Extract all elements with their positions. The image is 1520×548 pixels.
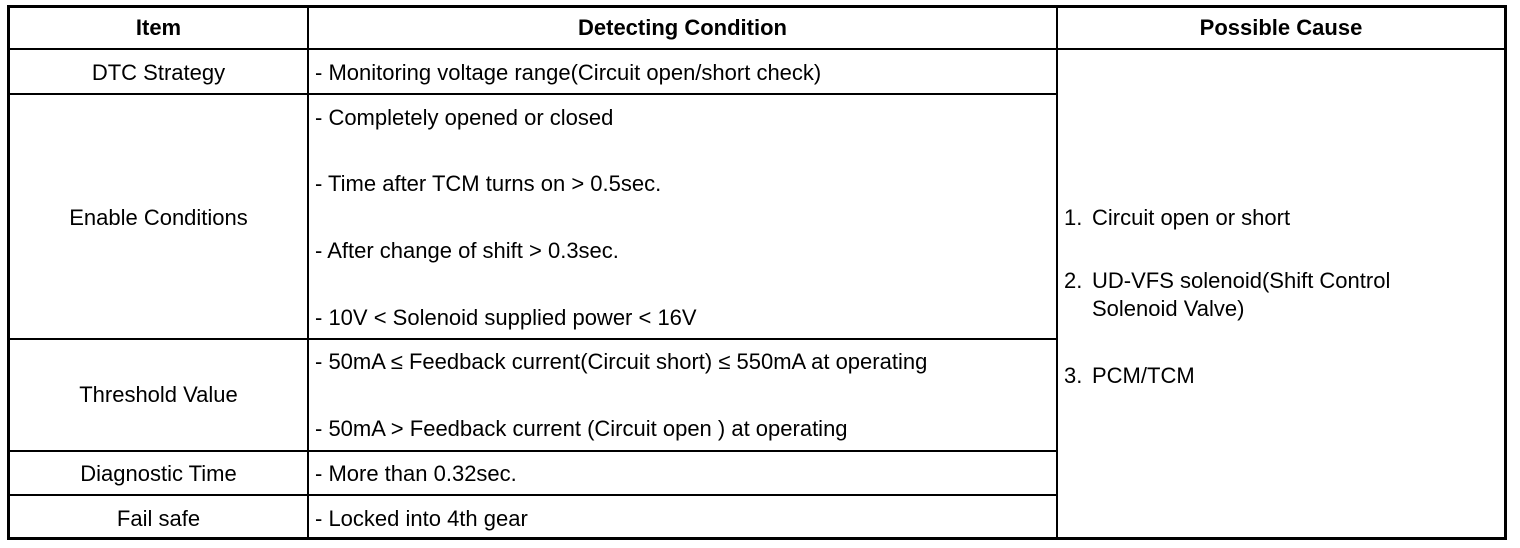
cause-item [1058, 362, 1504, 390]
row-divider [10, 93, 1058, 95]
diagnostic-table [7, 5, 1507, 540]
cause-item [1058, 267, 1504, 323]
condition-text: - 50mA ≤ Feedback current(Circuit short) ≤ 550mA at operating [315, 349, 928, 374]
cause-number: 3. [1064, 363, 1083, 388]
cause-text: Circuit open or short [1092, 205, 1291, 230]
condition-text: - Locked into 4th gear [315, 506, 528, 531]
condition-text: - More than 0.32sec. [315, 461, 517, 486]
condition-text: - After change of shift > 0.3sec. [315, 238, 619, 263]
row-divider [10, 450, 1058, 452]
condition-text: - Monitoring voltage range(Circuit open/short check) [315, 60, 822, 85]
condition-text: - 50mA > Feedback current (Circuit open ) at operating [315, 416, 848, 441]
condition-text: - Time after TCM turns on > 0.5sec. [315, 171, 662, 196]
header-item: Item [135, 15, 182, 40]
row-divider [10, 494, 1058, 496]
cause-text-continued: Solenoid Valve) [1092, 296, 1245, 321]
cause-text: UD-VFS solenoid(Shift Control [1092, 268, 1391, 293]
column-divider [307, 8, 309, 537]
item-threshold-value: Threshold Value [79, 382, 238, 407]
cause-number: 2. [1064, 268, 1083, 293]
condition-text: - Completely opened or closed [315, 105, 614, 130]
item-enable-conditions: Enable Conditions [69, 205, 248, 230]
item-dtc-strategy: DTC Strategy [91, 60, 226, 85]
header-detecting-condition: Detecting Condition [578, 15, 787, 40]
item-diagnostic-time: Diagnostic Time [80, 461, 237, 486]
item-fail-safe: Fail safe [116, 506, 201, 531]
cause-number: 1. [1064, 205, 1083, 230]
cause-item [1058, 204, 1504, 232]
condition-text: - 10V < Solenoid supplied power < 16V [315, 305, 697, 330]
header-divider [10, 48, 1504, 50]
cause-text: PCM/TCM [1092, 363, 1195, 388]
row-divider [10, 338, 1058, 340]
header-possible-cause: Possible Cause [1199, 15, 1363, 40]
